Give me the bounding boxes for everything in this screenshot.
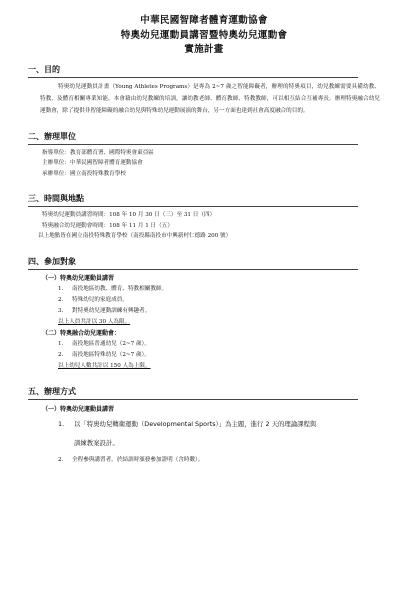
plan-title: 實施計畫: [184, 44, 224, 55]
section-rule: [28, 269, 358, 270]
list-item: 1. 南投地區普通幼兒（2~7 歲）。: [58, 340, 150, 347]
purpose-paragraph: 特奧幼兒運動員計畫（Young Athletes Programs）是專為 2~7 歲之智能障礙者，辦理的特奧項目，幼兒教練需要具備幼教、特教、及體育相關專業知能。本會藉由幼兒教練的培訓，讓幼教老師、體育教師、特教教師，可以相互結合互補專長。辦理特奧融合幼兒運動會，除了提供非智能障礙的融合幼兒與特殊幼兒運動展演的舞台，另一方面也達到社會高度融合的目的。: [40, 83, 380, 114]
section-rule: [28, 144, 358, 145]
location-line: 以上地點皆在國立南投特殊教育學校（南投縣南投市中興新村仁德路 200 號）: [38, 233, 232, 239]
schedule-line: 特奧融合幼兒運動會時間：108 年 11 月 1 日（五）: [42, 222, 173, 229]
participants-limit-note: 以上幼兒人數共計以 150 人為上限。: [58, 362, 151, 369]
section-rule: [28, 399, 358, 400]
section-rule: [28, 77, 358, 78]
event-title: 特奧幼兒運動員講習暨特奧幼兒運動會: [120, 29, 288, 41]
participants-limit-note: 以上人員共計以 30 人為限。: [58, 318, 131, 325]
list-item: 2. 南投地區特殊幼兒（2~7 歲）。: [58, 351, 150, 358]
section-heading-organizers: 二、辦理單位: [28, 130, 76, 141]
schedule-line: 特奧幼兒運動員講習時間：108 年 10 月 30 日（三）至 31 日（四）: [42, 212, 216, 218]
organizer-line: 承辦單位：國立南投特殊教育學校: [42, 170, 126, 177]
list-item: 2. 特殊幼兒的家庭成員。: [58, 296, 128, 303]
participants-group-title: （一）特奧幼兒運動員講習: [42, 274, 115, 282]
list-item: 3. 對特奧幼兒運動訓練有興趣者。: [58, 307, 151, 314]
list-item: 2. 全程參與講習者，於結訓時頒發參加證明（含時數）。: [58, 456, 204, 463]
list-item: 1. 南投地區幼教、體育、特教相關教師。: [58, 285, 168, 292]
section-heading-method: 五、辦理方式: [28, 385, 76, 396]
participants-group-title: （二）特奧融合幼兒運動會：: [42, 329, 121, 337]
org-title: 中華民國智障者體育運動協會: [140, 15, 268, 26]
organizer-line: 指導單位：教育部體育署、國際特奧會東亞區: [42, 149, 154, 156]
section-rule: [28, 206, 358, 207]
title-block: [28, 0, 380, 58]
section-heading-purpose: 一、目的: [28, 63, 60, 74]
section-heading-time-place: 三、時間與地點: [28, 193, 84, 203]
list-item-continuation: 訓練教案設計。: [74, 438, 119, 447]
list-item: 1. 以「特奧幼兒轉衛運動（Developmental Sports）」為主題，進行 2 天的理論課程與: [58, 419, 317, 428]
section-heading-participants: 四、參加對象: [28, 255, 76, 266]
method-group-title: （一）特奧幼兒運動員講習: [42, 405, 115, 413]
organizer-line: 主辦單位：中華民國智障者體育運動協會: [42, 160, 143, 166]
